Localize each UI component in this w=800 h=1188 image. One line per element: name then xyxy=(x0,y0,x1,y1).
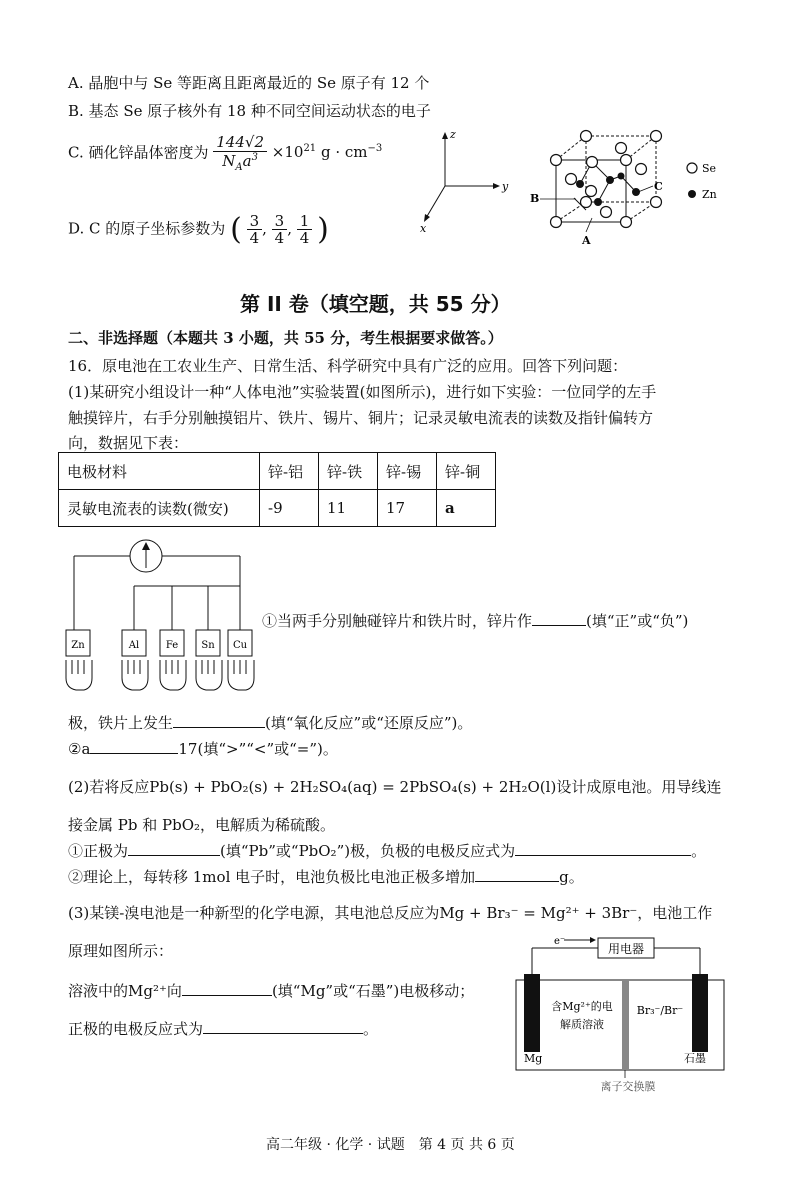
option-d: D. C 的原子坐标参数为 ( $\frac{3}{4}$ , $\frac{3}{4}$ , $\frac{1}{4}$ ) xyxy=(68,211,329,247)
q16-p1-line2: 触摸锌片，右手分别触摸铝片、铁片、锡片、铜片；记录灵敏电流表的读数及指针偏转方 xyxy=(68,409,654,427)
table-header-cell: 锌-铝 xyxy=(260,453,319,490)
answer-blank[interactable] xyxy=(532,611,586,626)
answer-blank[interactable] xyxy=(128,841,220,856)
q16-s1-line2: 极，铁片上发生 (填“氧化反应”或“还原反应”)。 xyxy=(68,714,473,732)
table-row xyxy=(59,490,496,527)
answer-blank[interactable] xyxy=(173,713,265,728)
density-numerator: 144√2 xyxy=(213,134,267,152)
table-row xyxy=(59,453,496,490)
label-a: A xyxy=(582,234,591,247)
q16-intro: 16．原电池在工农业生产、日常生活、科学研究中具有广泛的应用。回答下列问题： xyxy=(68,357,628,375)
section-subtitle: 二、非选择题（本题共 3 小题，共 55 分，考生根据要求做答。） xyxy=(68,329,503,347)
mg-label: Mg xyxy=(524,1052,543,1065)
table-header-cell: 锌-铜 xyxy=(437,453,496,490)
answer-blank[interactable] xyxy=(515,841,691,856)
legend-se-icon xyxy=(687,163,697,173)
q16-p2-s2: ②理论上，每转移 1mol 电子时，电池负极比电池正极多增加 g。 xyxy=(68,868,584,886)
section-title: 第 II 卷（填空题，共 55 分） xyxy=(240,292,511,316)
hand-icon xyxy=(66,660,92,690)
label-b: B xyxy=(530,192,540,205)
mg-br-equation: Mg + Br₃⁻ = Mg²⁺ + 3Br⁻ xyxy=(439,904,638,922)
q16-p2-s1: ①正极为 (填“Pb”或“PbO₂”)极，负极的电极反应式为 。 xyxy=(68,842,707,860)
label-c: C xyxy=(654,180,663,193)
answer-blank[interactable] xyxy=(203,1019,363,1034)
electron-label: e⁻ xyxy=(554,936,566,947)
coord-z: $\frac{1}{4}$ xyxy=(297,213,313,247)
option-c-prefix: C. 硒化锌晶体密度为 xyxy=(68,143,209,162)
membrane-label: 离子交换膜 xyxy=(600,1080,656,1093)
axes-diagram xyxy=(418,128,518,238)
answer-blank[interactable] xyxy=(182,981,272,996)
electrode-fe: Fe xyxy=(165,640,179,651)
table-header-cell: 锌-锡 xyxy=(378,453,437,490)
left-solution-2: 解质溶液 xyxy=(560,1018,604,1031)
axis-x-label: x xyxy=(420,222,427,235)
q16-p1-line3: 向，数据见下表： xyxy=(68,434,189,452)
left-solution-1: 含Mg²⁺的电 xyxy=(551,1000,613,1013)
human-battery-diagram xyxy=(62,538,262,698)
right-solution: Br₃⁻/Br⁻ xyxy=(636,1004,684,1017)
table-cell: 灵敏电流表的读数(微安) xyxy=(59,490,260,527)
coord-x: $\frac{3}{4}$ xyxy=(247,213,263,247)
q16-s2: ②a 17(填“>”“<”或“=”)。 xyxy=(68,740,338,758)
option-d-prefix: D. C 的原子坐标参数为 xyxy=(68,219,226,238)
table-cell: -9 xyxy=(260,490,319,527)
density-power: $\times 10^{21}$ $g \cdot cm^{-3}$ xyxy=(271,143,383,162)
axis-z-label: z xyxy=(450,128,456,141)
q16-s1-line1: ①当两手分别触碰锌片和铁片时，锌片作 (填“正”或“负”) xyxy=(262,612,689,630)
device-label: 用电器 xyxy=(607,942,645,956)
table-header-cell: 电极材料 xyxy=(59,453,260,490)
electrode-cu: Cu xyxy=(232,640,248,651)
option-c xyxy=(68,134,382,173)
q16-p3-s1: 溶液中的Mg²⁺向 (填“Mg”或“石墨”)电极移动； xyxy=(68,982,475,1000)
axis-y-label: y xyxy=(502,180,509,193)
mg-br-battery-diagram xyxy=(512,930,736,1096)
option-b: B. 基态 Se 原子核外有 18 种不同空间运动状态的电子 xyxy=(68,102,431,120)
q16-p3-line2: 原理如图所示： xyxy=(68,942,174,960)
legend-zn: Zn xyxy=(702,188,717,201)
electrode-zn: Zn xyxy=(71,640,85,651)
answer-blank[interactable] xyxy=(90,739,178,754)
density-fraction xyxy=(213,134,267,173)
q16-p3-s2: 正极的电极反应式为 。 xyxy=(68,1020,379,1038)
table-header-cell: 锌-铁 xyxy=(319,453,378,490)
density-denominator: $N_Aa^3$ xyxy=(222,151,258,173)
option-a: A. 晶胞中与 Se 等距离且距离最近的 Se 原子有 12 个 xyxy=(68,74,430,92)
graphite-electrode xyxy=(692,974,708,1052)
table-cell: a xyxy=(437,490,496,527)
table-cell: 17 xyxy=(378,490,437,527)
lead-acid-equation: Pb(s) + PbO₂(s) + 2H₂SO₄(aq) = 2PbSO₄(s) + 2H₂O(l) xyxy=(149,778,557,796)
electrode-al: Al xyxy=(128,640,140,651)
hand-icon xyxy=(228,660,254,690)
crystal-cell-diagram xyxy=(526,122,726,250)
table-cell: 11 xyxy=(319,490,378,527)
ion-exchange-membrane xyxy=(622,980,629,1070)
answer-blank[interactable] xyxy=(475,867,559,882)
mg-electrode xyxy=(524,974,540,1052)
q16-p3-line1: (3)某镁-溴电池是一种新型的化学电源，其电池总反应为Mg + Br₃⁻ = Mg²⁺ + 3Br⁻，电池工作 xyxy=(68,904,713,922)
page-footer: 高二年级 · 化学 · 试题 第 4 页 共 6 页 xyxy=(266,1137,515,1153)
q16-p2-line1: (2)若将反应Pb(s) + PbO₂(s) + 2H₂SO₄(aq) = 2PbSO₄(s) + 2H₂O(l)设计成原电池。用导线连 xyxy=(68,778,722,796)
current-table xyxy=(58,452,496,527)
legend-se: Se xyxy=(702,162,717,175)
q16-p2-line2: 接金属 Pb 和 PbO₂，电解质为稀硫酸。 xyxy=(68,816,336,834)
legend-zn-icon xyxy=(688,190,696,198)
hand-icon xyxy=(160,660,186,690)
hand-icon xyxy=(196,660,222,690)
electrode-sn: Sn xyxy=(201,640,215,651)
q16-p1-line1: (1)某研究小组设计一种“人体电池”实验装置(如图所示)，进行如下实验：一位同学的左手 xyxy=(68,383,657,401)
hand-icon xyxy=(122,660,148,690)
coord-y: $\frac{3}{4}$ xyxy=(272,213,288,247)
graphite-label: 石墨 xyxy=(684,1052,706,1065)
